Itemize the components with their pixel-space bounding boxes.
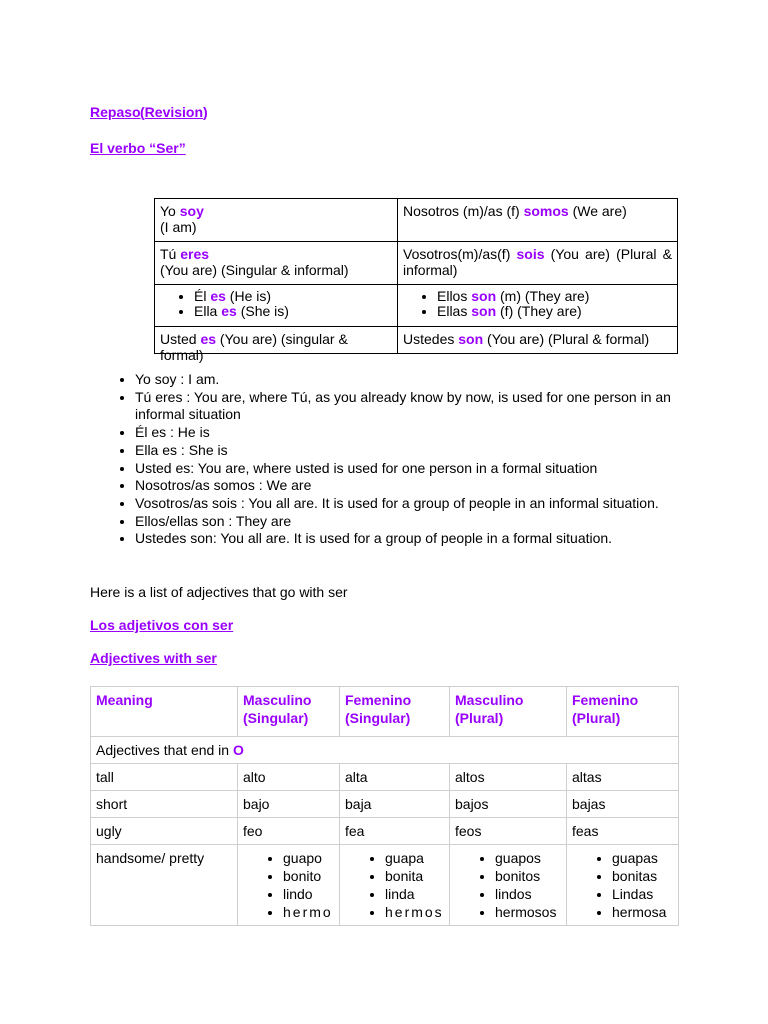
table-row	[91, 845, 679, 926]
table-cell: altos	[450, 764, 567, 791]
table-cell: short	[91, 791, 238, 818]
list-item: • Ella es (She is)	[194, 304, 392, 319]
list-item: • Él es : He is	[135, 424, 678, 442]
list-item: • Ellas son (f) (They are)	[437, 304, 672, 319]
list-item: • Vosotros/as sois : You all are. It is used for a group of people in an informal situation.	[135, 495, 678, 513]
intro-line: Here is a list of adjectives that go with ser	[90, 584, 348, 600]
table-row	[91, 764, 679, 791]
table-cell: alto	[238, 764, 340, 791]
table-group-row	[91, 737, 679, 764]
adjectives-table	[90, 686, 679, 926]
table-cell	[340, 845, 450, 926]
list-item: • hermos	[385, 903, 444, 921]
list-item: • guapos	[495, 849, 561, 867]
list-item: • bonita	[385, 867, 444, 885]
list-item: • bonitas	[612, 867, 673, 885]
table-cell	[238, 845, 340, 926]
table-cell: handsome/ pretty	[91, 845, 238, 926]
table-row	[91, 818, 679, 845]
table-cell: feos	[450, 818, 567, 845]
group-label: Adjectives that end in O	[91, 737, 679, 764]
heading-adjectives-with-ser[interactable]: Adjectives with ser	[90, 650, 217, 666]
table-cell: altas	[567, 764, 679, 791]
table-cell	[567, 845, 679, 926]
table-row	[155, 242, 678, 285]
cell-el-ella	[155, 285, 398, 327]
list-item: • Ellos son (m) (They are)	[437, 289, 672, 304]
heading-los-adjetivos[interactable]: Los adjetivos con ser	[90, 617, 234, 633]
header-fem-plural: Femenino (Plural)	[567, 687, 679, 737]
header-masc-singular: Masculino (Singular)	[238, 687, 340, 737]
title-repaso[interactable]: Repaso	[90, 104, 141, 120]
table-row	[155, 199, 678, 242]
table-header-row	[91, 687, 679, 737]
list-item: • Lindas	[612, 885, 673, 903]
table-cell: baja	[340, 791, 450, 818]
cell-yo: Yo soy (I am)	[155, 199, 398, 242]
verb-ser-table	[154, 198, 678, 363]
list-item: • lindos	[495, 885, 561, 903]
list-item: • Usted es: You are, where usted is used for one person in a formal situation	[135, 460, 678, 478]
table-row	[155, 285, 678, 327]
table-row	[91, 791, 679, 818]
ser-explanation-list	[90, 371, 678, 548]
cell-vosotros: Vosotros(m)/as(f) sois (You are) (Plural & informal)	[398, 242, 678, 285]
table-cell: ugly	[91, 818, 238, 845]
cell-tu: Tú eres (You are) (Singular & informal)	[155, 242, 398, 285]
list-item: • Él es (He is)	[194, 289, 392, 304]
list-item: • Nosotros/as somos : We are	[135, 477, 678, 495]
list-item: • Ella es : She is	[135, 442, 678, 460]
list-item: • lindo	[283, 885, 334, 903]
cell-ellos-ellas	[398, 285, 678, 327]
table-cell: alta	[340, 764, 450, 791]
table-row	[155, 327, 678, 354]
list-item: • linda	[385, 885, 444, 903]
list-item: • guapo	[283, 849, 334, 867]
list-item: • hermosa	[612, 903, 673, 921]
list-item: • bonito	[283, 867, 334, 885]
list-item: • Ustedes son: You all are. It is used for a group of people in a formal situation.	[135, 530, 678, 548]
table-cell: tall	[91, 764, 238, 791]
table-cell: feas	[567, 818, 679, 845]
title-revision[interactable]: (Revision)	[140, 104, 208, 120]
cell-usted: Usted es (You are) (singular & formal)	[155, 327, 398, 354]
cell-ustedes: Ustedes son (You are) (Plural & formal)	[398, 327, 678, 354]
header-meaning: Meaning	[91, 687, 238, 737]
cell-nosotros: Nosotros (m)/as (f) somos (We are)	[398, 199, 678, 242]
list-item: • hermo	[283, 903, 334, 921]
list-item: • bonitos	[495, 867, 561, 885]
table-cell: feo	[238, 818, 340, 845]
table-cell: bajas	[567, 791, 679, 818]
list-item: • Yo soy : I am.	[135, 371, 678, 389]
list-item: • guapas	[612, 849, 673, 867]
table-cell: bajo	[238, 791, 340, 818]
list-item: • hermosos	[495, 903, 561, 921]
table-cell: fea	[340, 818, 450, 845]
list-item: • Tú eres : You are, where Tú, as you already know by now, is used for one person in an informal situation	[135, 389, 678, 424]
heading-el-verbo-ser[interactable]: El verbo “Ser”	[90, 140, 186, 156]
list-item: • Ellos/ellas son : They are	[135, 513, 678, 531]
table-cell: bajos	[450, 791, 567, 818]
header-masc-plural: Masculino (Plural)	[450, 687, 567, 737]
list-item: • guapa	[385, 849, 444, 867]
header-fem-singular: Femenino (Singular)	[340, 687, 450, 737]
table-cell	[450, 845, 567, 926]
